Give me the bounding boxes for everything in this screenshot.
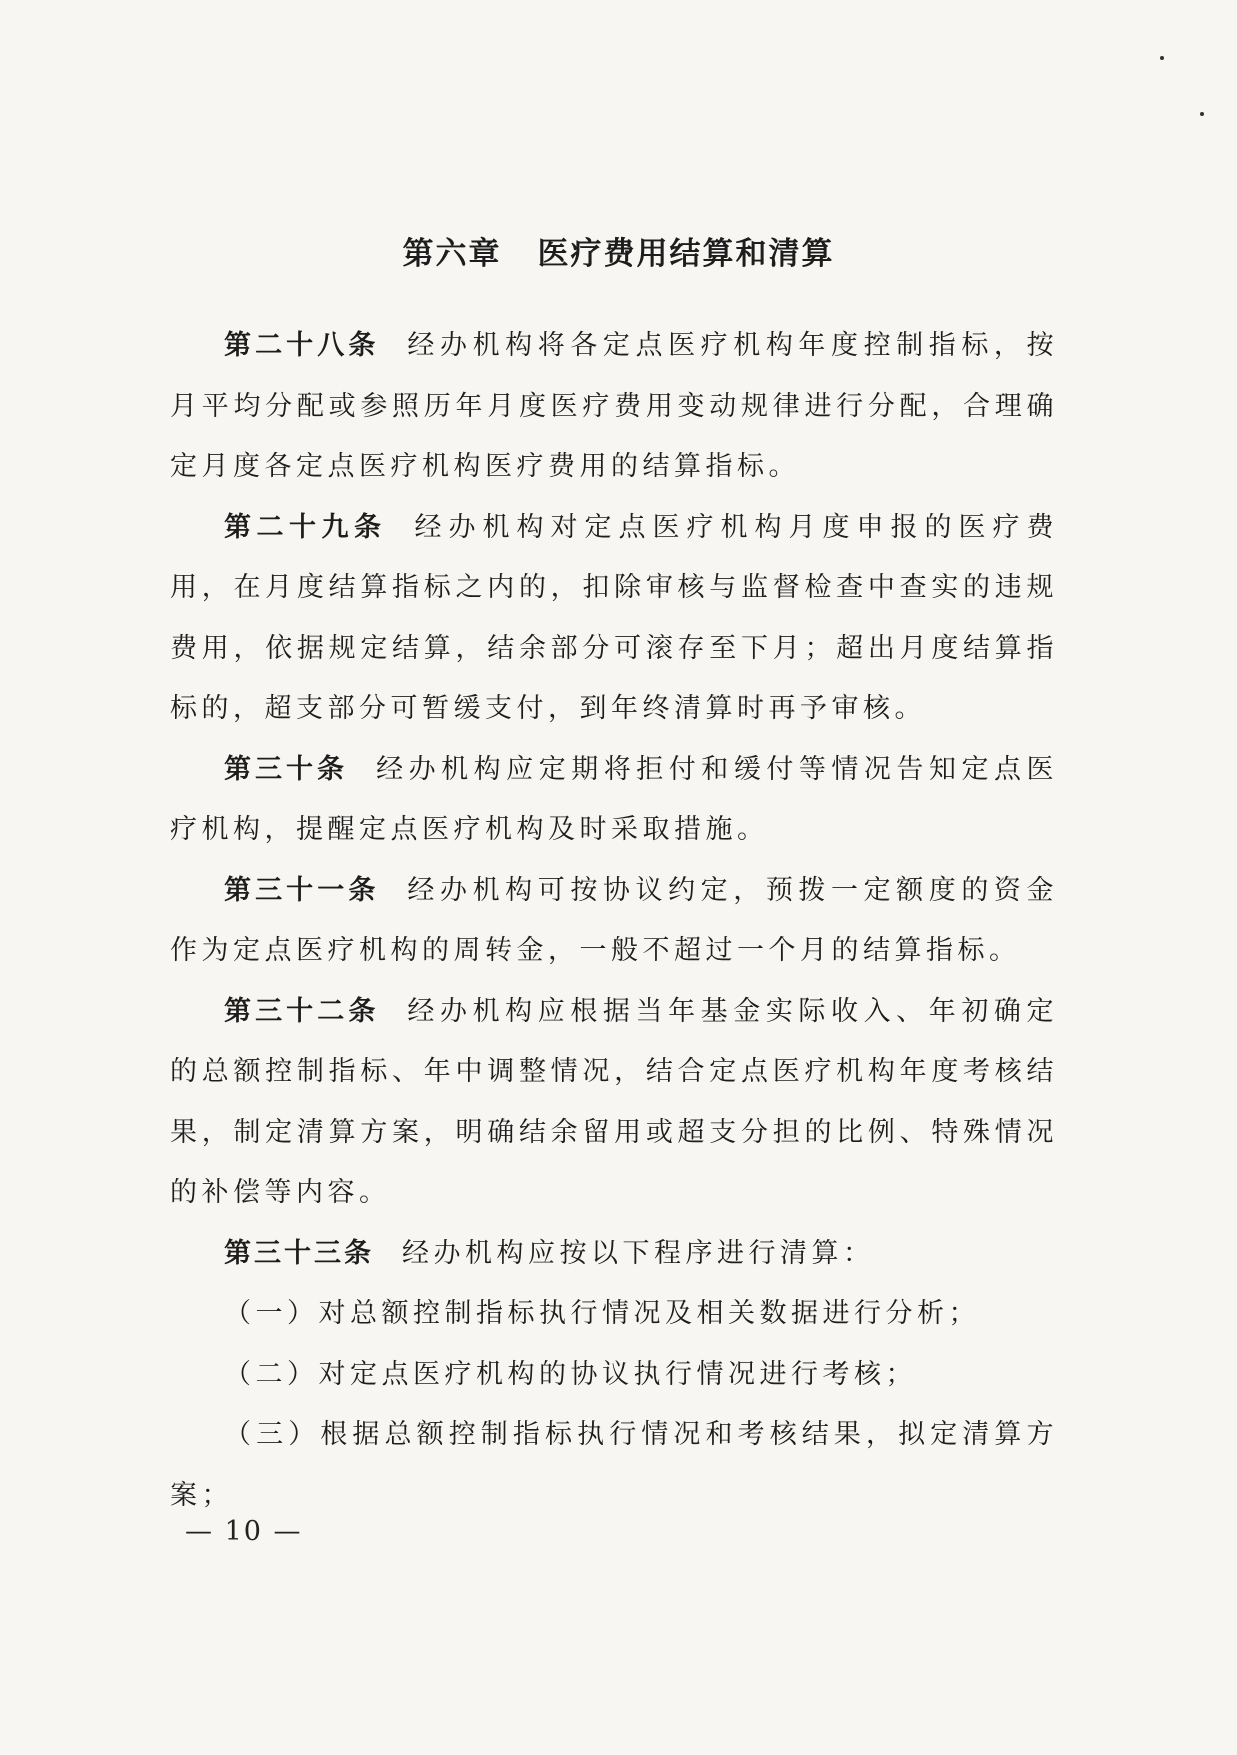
step-2: （二）对定点医疗机构的协议执行情况进行考核；: [224, 1358, 917, 1390]
scan-speck: [1160, 56, 1164, 60]
article-label: 第三十三条: [224, 1237, 374, 1269]
article-30: [170, 740, 1058, 861]
article-text: 经办机构应按以下程序进行清算：: [402, 1237, 875, 1269]
step-1: （一）对总额控制指标执行情况及相关数据进行分析；: [224, 1298, 980, 1329]
chapter-title: [0, 228, 1237, 273]
article-label: 第二十八条: [224, 330, 380, 361]
article-label: 第二十九条: [224, 511, 387, 543]
chapter-label: 第六章: [402, 236, 502, 272]
article-32: [170, 982, 1058, 1224]
step-3: （三）根据总额控制指标执行情况和考核结果，拟定清算方案；: [170, 1419, 1058, 1511]
article-text: 经办机构应定期将拒付和缓付等情况告知定点医疗机构，提醒定点医疗机构及时采取措施。: [170, 753, 1059, 845]
article-label: 第三十二条: [224, 995, 380, 1027]
article-label: 第三十条: [224, 753, 349, 785]
chapter-name: 医疗费用结算和清算: [537, 236, 835, 272]
scan-speck: [1200, 112, 1204, 116]
article-28: [170, 316, 1058, 498]
page-number: — 10 —: [185, 1516, 303, 1547]
article-text: 经办机构对定点医疗机构月度申报的医疗费用，在月度结算指标之内的，扣除审核与监督检查中查实的违规费用，依据规定结算，结余部分可滚存至下月；超出月度结算指标的，超支部分可暂缓支付，到年终清算时再予审核。: [170, 511, 1058, 724]
article-text: 经办机构可按协议约定，预拨一定额度的资金作为定点医疗机构的周转金，一般不超过一个月的结算指标。: [170, 874, 1059, 966]
article-33: [170, 1224, 1058, 1285]
document-body: [170, 316, 1058, 1526]
article-text: 经办机构将各定点医疗机构年度控制指标，按月平均分配或参照历年月度医疗费用变动规律进行分配，合理确定月度各定点医疗机构医疗费用的结算指标。: [170, 330, 1059, 482]
article-label: 第三十一条: [224, 874, 380, 906]
article-31: [170, 861, 1058, 982]
article-text: 经办机构应根据当年基金实际收入、年初确定的总额控制指标、年中调整情况，结合定点医疗机构年度考核结果，制定清算方案，明确结余留用或超支分担的比例、特殊情况的补偿等内容。: [170, 995, 1059, 1208]
article-29: [170, 498, 1058, 740]
